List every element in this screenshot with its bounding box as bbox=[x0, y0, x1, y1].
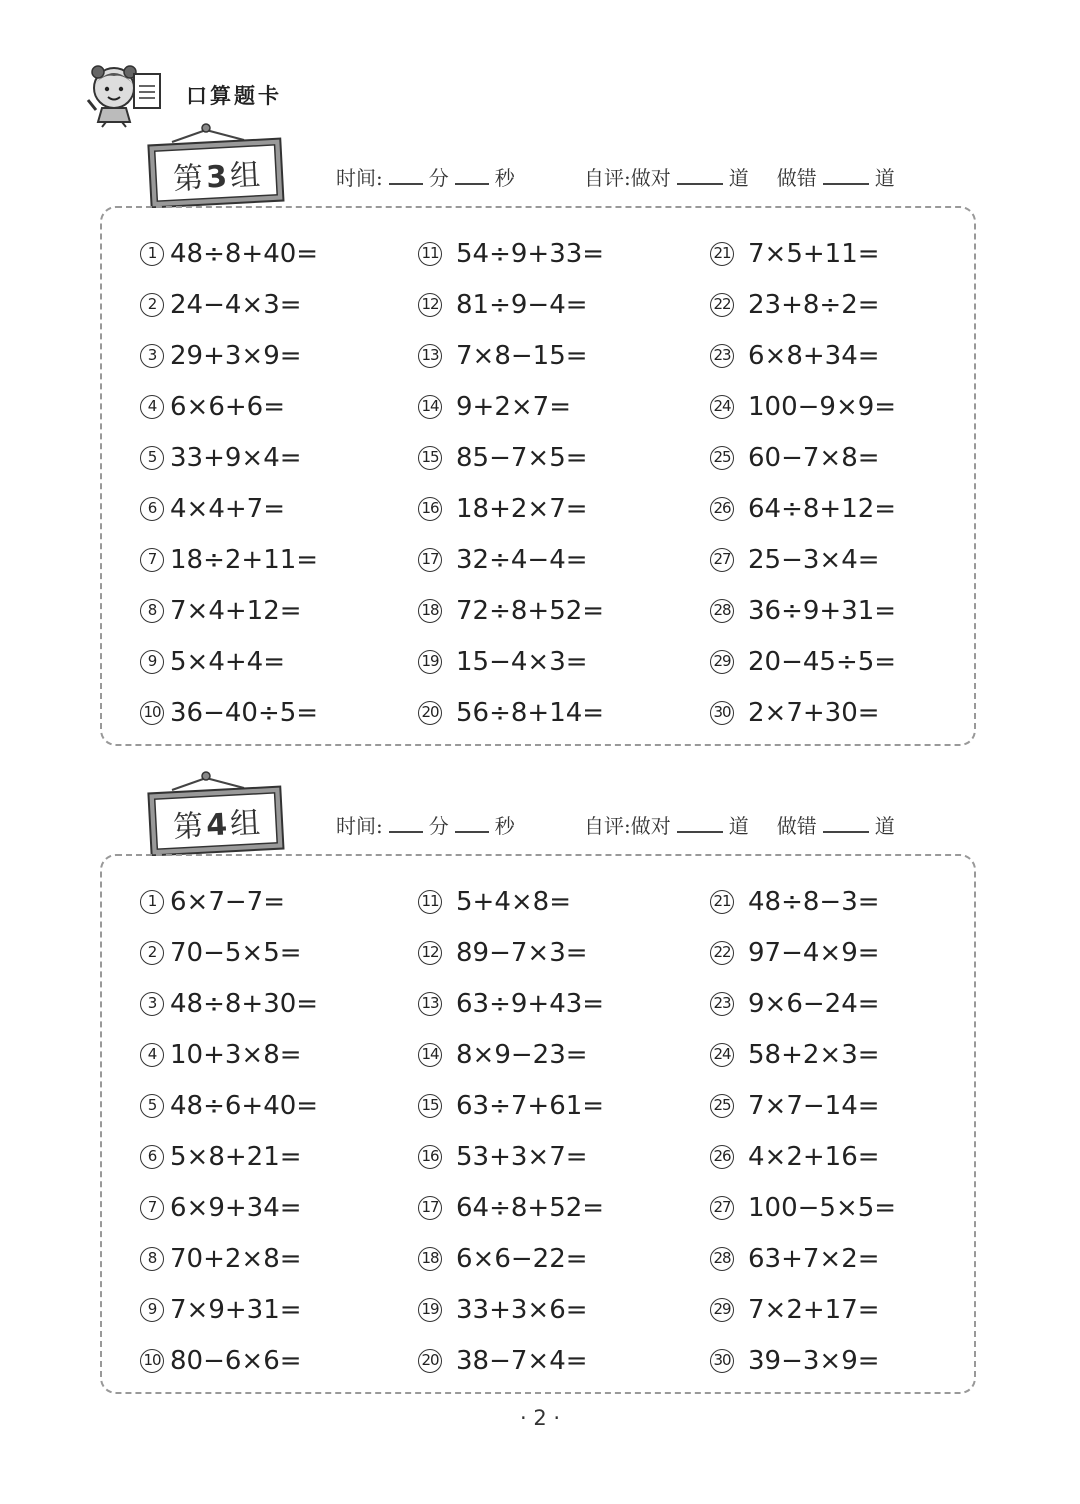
problem-number: 26 bbox=[710, 1145, 734, 1169]
problem-expression: 70−5×5= bbox=[170, 938, 302, 968]
problem-item bbox=[710, 642, 896, 682]
problem-number: 8 bbox=[140, 599, 164, 623]
problem-number: 14 bbox=[418, 395, 442, 419]
problem-item bbox=[418, 1035, 588, 1075]
problem-number: 1 bbox=[140, 890, 164, 914]
problem-item bbox=[418, 285, 588, 325]
problem-expression: 9+2×7= bbox=[456, 392, 571, 422]
problem-number: 7 bbox=[140, 548, 164, 572]
problem-number: 13 bbox=[418, 992, 442, 1016]
problem-expression: 15−4×3= bbox=[456, 647, 588, 677]
problem-expression: 81÷9−4= bbox=[456, 290, 588, 320]
problem-expression: 7×2+17= bbox=[748, 1295, 880, 1325]
problem-expression: 48÷8−3= bbox=[748, 887, 880, 917]
problem-expression: 38−7×4= bbox=[456, 1346, 588, 1376]
problem-number: 12 bbox=[418, 941, 442, 965]
problem-expression: 32÷4−4= bbox=[456, 545, 588, 575]
problem-number: 10 bbox=[140, 1349, 164, 1373]
self-evaluation-field: 自评:做对 道 做错 道 bbox=[584, 814, 895, 838]
problem-number: 2 bbox=[140, 941, 164, 965]
problem-number: 16 bbox=[418, 1145, 442, 1169]
problem-number: 20 bbox=[418, 1349, 442, 1373]
problem-expression: 64÷8+52= bbox=[456, 1193, 605, 1223]
problem-expression: 36÷9+31= bbox=[748, 596, 897, 626]
self-evaluation-field: 自评:做对 道 做错 道 bbox=[584, 166, 895, 190]
problem-item bbox=[140, 642, 285, 682]
problem-number: 8 bbox=[140, 1247, 164, 1271]
problem-number: 10 bbox=[140, 701, 164, 725]
problem-expression: 33+3×6= bbox=[456, 1295, 588, 1325]
problem-number: 6 bbox=[140, 1145, 164, 1169]
problem-item bbox=[418, 438, 588, 478]
problem-number: 14 bbox=[418, 1043, 442, 1067]
problem-expression: 97−4×9= bbox=[748, 938, 880, 968]
problem-expression: 10+3×8= bbox=[170, 1040, 302, 1070]
problem-number: 11 bbox=[418, 242, 442, 266]
problem-expression: 25−3×4= bbox=[748, 545, 880, 575]
problem-item bbox=[140, 285, 302, 325]
problem-item bbox=[418, 591, 604, 631]
problem-item bbox=[140, 438, 302, 478]
problem-item bbox=[418, 642, 588, 682]
problem-number: 24 bbox=[710, 395, 734, 419]
problem-expression: 6×8+34= bbox=[748, 341, 880, 371]
problem-number: 5 bbox=[140, 446, 164, 470]
problem-item bbox=[418, 1341, 588, 1381]
problem-number: 28 bbox=[710, 1247, 734, 1271]
problem-item bbox=[710, 984, 880, 1024]
problem-number: 4 bbox=[140, 1043, 164, 1067]
problem-expression: 39−3×9= bbox=[748, 1346, 880, 1376]
problem-number: 21 bbox=[710, 890, 734, 914]
problem-expression: 48÷6+40= bbox=[170, 1091, 319, 1121]
problem-number: 20 bbox=[418, 701, 442, 725]
problem-number: 4 bbox=[140, 395, 164, 419]
problem-expression: 5+4×8= bbox=[456, 887, 571, 917]
correct-count-blank[interactable] bbox=[677, 813, 723, 833]
problem-item bbox=[710, 882, 880, 922]
problem-expression: 8×9−23= bbox=[456, 1040, 588, 1070]
problem-number: 16 bbox=[418, 497, 442, 521]
problem-item bbox=[710, 285, 880, 325]
problem-expression: 4×2+16= bbox=[748, 1142, 880, 1172]
problem-number: 30 bbox=[710, 701, 734, 725]
problem-number: 25 bbox=[710, 1094, 734, 1118]
problem-expression: 5×8+21= bbox=[170, 1142, 302, 1172]
problem-item bbox=[710, 438, 880, 478]
problem-item bbox=[418, 984, 604, 1024]
problem-expression: 60−7×8= bbox=[748, 443, 880, 473]
problem-item bbox=[418, 1086, 604, 1126]
problem-item bbox=[418, 1137, 588, 1177]
problem-expression: 4×4+7= bbox=[170, 494, 285, 524]
problem-number: 18 bbox=[418, 599, 442, 623]
problem-expression: 80−6×6= bbox=[170, 1346, 302, 1376]
problem-item bbox=[710, 336, 880, 376]
seconds-blank[interactable] bbox=[455, 165, 489, 185]
problem-number: 23 bbox=[710, 344, 734, 368]
problem-expression: 6×7−7= bbox=[170, 887, 285, 917]
problem-number: 26 bbox=[710, 497, 734, 521]
problem-item bbox=[418, 933, 588, 973]
problem-box bbox=[100, 206, 976, 746]
problem-expression: 89−7×3= bbox=[456, 938, 588, 968]
problem-number: 19 bbox=[418, 650, 442, 674]
problem-number: 23 bbox=[710, 992, 734, 1016]
problem-number: 17 bbox=[418, 548, 442, 572]
problem-item bbox=[710, 1290, 880, 1330]
problem-number: 22 bbox=[710, 941, 734, 965]
problem-expression: 48÷8+40= bbox=[170, 239, 319, 269]
page-header bbox=[86, 60, 406, 130]
problem-expression: 6×6+6= bbox=[170, 392, 285, 422]
problem-expression: 64÷8+12= bbox=[748, 494, 897, 524]
problem-number: 29 bbox=[710, 1298, 734, 1322]
problem-item bbox=[418, 1239, 588, 1279]
problem-number: 29 bbox=[710, 650, 734, 674]
problem-number: 9 bbox=[140, 1298, 164, 1322]
problem-expression: 58+2×3= bbox=[748, 1040, 880, 1070]
problem-item bbox=[710, 540, 880, 580]
problem-item bbox=[418, 336, 588, 376]
correct-count-blank[interactable] bbox=[677, 165, 723, 185]
problem-item bbox=[140, 336, 302, 376]
problem-expression: 53+3×7= bbox=[456, 1142, 588, 1172]
problem-expression: 48÷8+30= bbox=[170, 989, 319, 1019]
problem-number: 5 bbox=[140, 1094, 164, 1118]
problem-number: 25 bbox=[710, 446, 734, 470]
problem-expression: 36−40÷5= bbox=[170, 698, 319, 728]
problem-expression: 63÷7+61= bbox=[456, 1091, 605, 1121]
problem-item bbox=[140, 489, 285, 529]
problem-item bbox=[418, 1188, 604, 1228]
group-title: 第3组 bbox=[172, 157, 261, 198]
problem-expression: 54÷9+33= bbox=[456, 239, 605, 269]
problem-expression: 6×9+34= bbox=[170, 1193, 302, 1223]
wrong-count-blank[interactable] bbox=[823, 165, 869, 185]
problem-number: 12 bbox=[418, 293, 442, 317]
problem-number: 24 bbox=[710, 1043, 734, 1067]
problem-number: 28 bbox=[710, 599, 734, 623]
problem-number: 11 bbox=[418, 890, 442, 914]
problem-expression: 18÷2+11= bbox=[170, 545, 319, 575]
problem-number: 15 bbox=[418, 446, 442, 470]
problem-item bbox=[140, 693, 318, 733]
problem-item bbox=[140, 540, 318, 580]
problem-expression: 7×8−15= bbox=[456, 341, 588, 371]
problem-expression: 85−7×5= bbox=[456, 443, 588, 473]
girl-mascot-icon bbox=[86, 60, 166, 128]
problem-item bbox=[418, 693, 604, 733]
group-badge bbox=[144, 122, 289, 208]
problem-item bbox=[710, 933, 880, 973]
problem-number: 27 bbox=[710, 1196, 734, 1220]
problem-item bbox=[418, 387, 571, 427]
problem-expression: 9×6−24= bbox=[748, 989, 880, 1019]
problem-expression: 7×7−14= bbox=[748, 1091, 880, 1121]
problem-number: 2 bbox=[140, 293, 164, 317]
problem-expression: 29+3×9= bbox=[170, 341, 302, 371]
group-badge bbox=[144, 770, 289, 856]
problem-item bbox=[140, 1137, 302, 1177]
group-title: 第4组 bbox=[172, 805, 261, 846]
problem-number: 27 bbox=[710, 548, 734, 572]
problem-expression: 72÷8+52= bbox=[456, 596, 605, 626]
problem-item bbox=[418, 1290, 588, 1330]
problem-expression: 2×7+30= bbox=[748, 698, 880, 728]
problem-item bbox=[710, 591, 896, 631]
problem-item bbox=[140, 1188, 302, 1228]
time-field: 时间: 分 秒 bbox=[336, 814, 515, 838]
problem-expression: 56÷8+14= bbox=[456, 698, 605, 728]
problem-item bbox=[140, 1086, 318, 1126]
problem-item bbox=[140, 1341, 302, 1381]
problem-item bbox=[418, 234, 604, 274]
problem-number: 3 bbox=[140, 992, 164, 1016]
problem-item bbox=[140, 387, 285, 427]
problem-item bbox=[710, 693, 880, 733]
problem-item bbox=[710, 1035, 880, 1075]
problem-expression: 7×5+11= bbox=[748, 239, 880, 269]
problem-number: 9 bbox=[140, 650, 164, 674]
problem-item bbox=[710, 234, 880, 274]
problem-number: 13 bbox=[418, 344, 442, 368]
problem-expression: 100−9×9= bbox=[748, 392, 897, 422]
problem-number: 6 bbox=[140, 497, 164, 521]
problem-item bbox=[140, 1290, 302, 1330]
minutes-blank[interactable] bbox=[389, 813, 423, 833]
problem-item bbox=[710, 1188, 896, 1228]
problem-expression: 63+7×2= bbox=[748, 1244, 880, 1274]
problem-number: 3 bbox=[140, 344, 164, 368]
problem-expression: 7×9+31= bbox=[170, 1295, 302, 1325]
problem-expression: 5×4+4= bbox=[170, 647, 285, 677]
problem-item bbox=[710, 489, 896, 529]
problem-expression: 63÷9+43= bbox=[456, 989, 605, 1019]
problem-item bbox=[140, 591, 302, 631]
problem-item bbox=[418, 882, 571, 922]
page-number: · 2 · bbox=[519, 1406, 561, 1430]
problem-expression: 70+2×8= bbox=[170, 1244, 302, 1274]
problem-number: 30 bbox=[710, 1349, 734, 1373]
problem-box bbox=[100, 854, 976, 1394]
problem-item bbox=[418, 540, 588, 580]
problem-expression: 24−4×3= bbox=[170, 290, 302, 320]
minutes-blank[interactable] bbox=[389, 165, 423, 185]
problem-number: 22 bbox=[710, 293, 734, 317]
problem-number: 21 bbox=[710, 242, 734, 266]
seconds-blank[interactable] bbox=[455, 813, 489, 833]
problem-expression: 6×6−22= bbox=[456, 1244, 588, 1274]
wrong-count-blank[interactable] bbox=[823, 813, 869, 833]
problem-item bbox=[710, 387, 896, 427]
problem-number: 1 bbox=[140, 242, 164, 266]
problem-item bbox=[710, 1341, 880, 1381]
problem-expression: 33+9×4= bbox=[170, 443, 302, 473]
problem-item bbox=[710, 1137, 880, 1177]
problem-item bbox=[140, 882, 285, 922]
problem-expression: 23+8÷2= bbox=[748, 290, 880, 320]
problem-expression: 100−5×5= bbox=[748, 1193, 897, 1223]
problem-item bbox=[140, 933, 302, 973]
header-title: 口算题卡 bbox=[186, 84, 282, 108]
time-field: 时间: 分 秒 bbox=[336, 166, 515, 190]
problem-item bbox=[140, 984, 318, 1024]
problem-item bbox=[710, 1086, 880, 1126]
problem-expression: 7×4+12= bbox=[170, 596, 302, 626]
problem-number: 7 bbox=[140, 1196, 164, 1220]
problem-item bbox=[710, 1239, 880, 1279]
problem-item bbox=[140, 1239, 302, 1279]
problem-number: 15 bbox=[418, 1094, 442, 1118]
problem-expression: 20−45÷5= bbox=[748, 647, 897, 677]
problem-number: 17 bbox=[418, 1196, 442, 1220]
problem-number: 19 bbox=[418, 1298, 442, 1322]
problem-item bbox=[140, 234, 318, 274]
problem-item bbox=[140, 1035, 302, 1075]
problem-item bbox=[418, 489, 588, 529]
problem-number: 18 bbox=[418, 1247, 442, 1271]
problem-expression: 18+2×7= bbox=[456, 494, 588, 524]
